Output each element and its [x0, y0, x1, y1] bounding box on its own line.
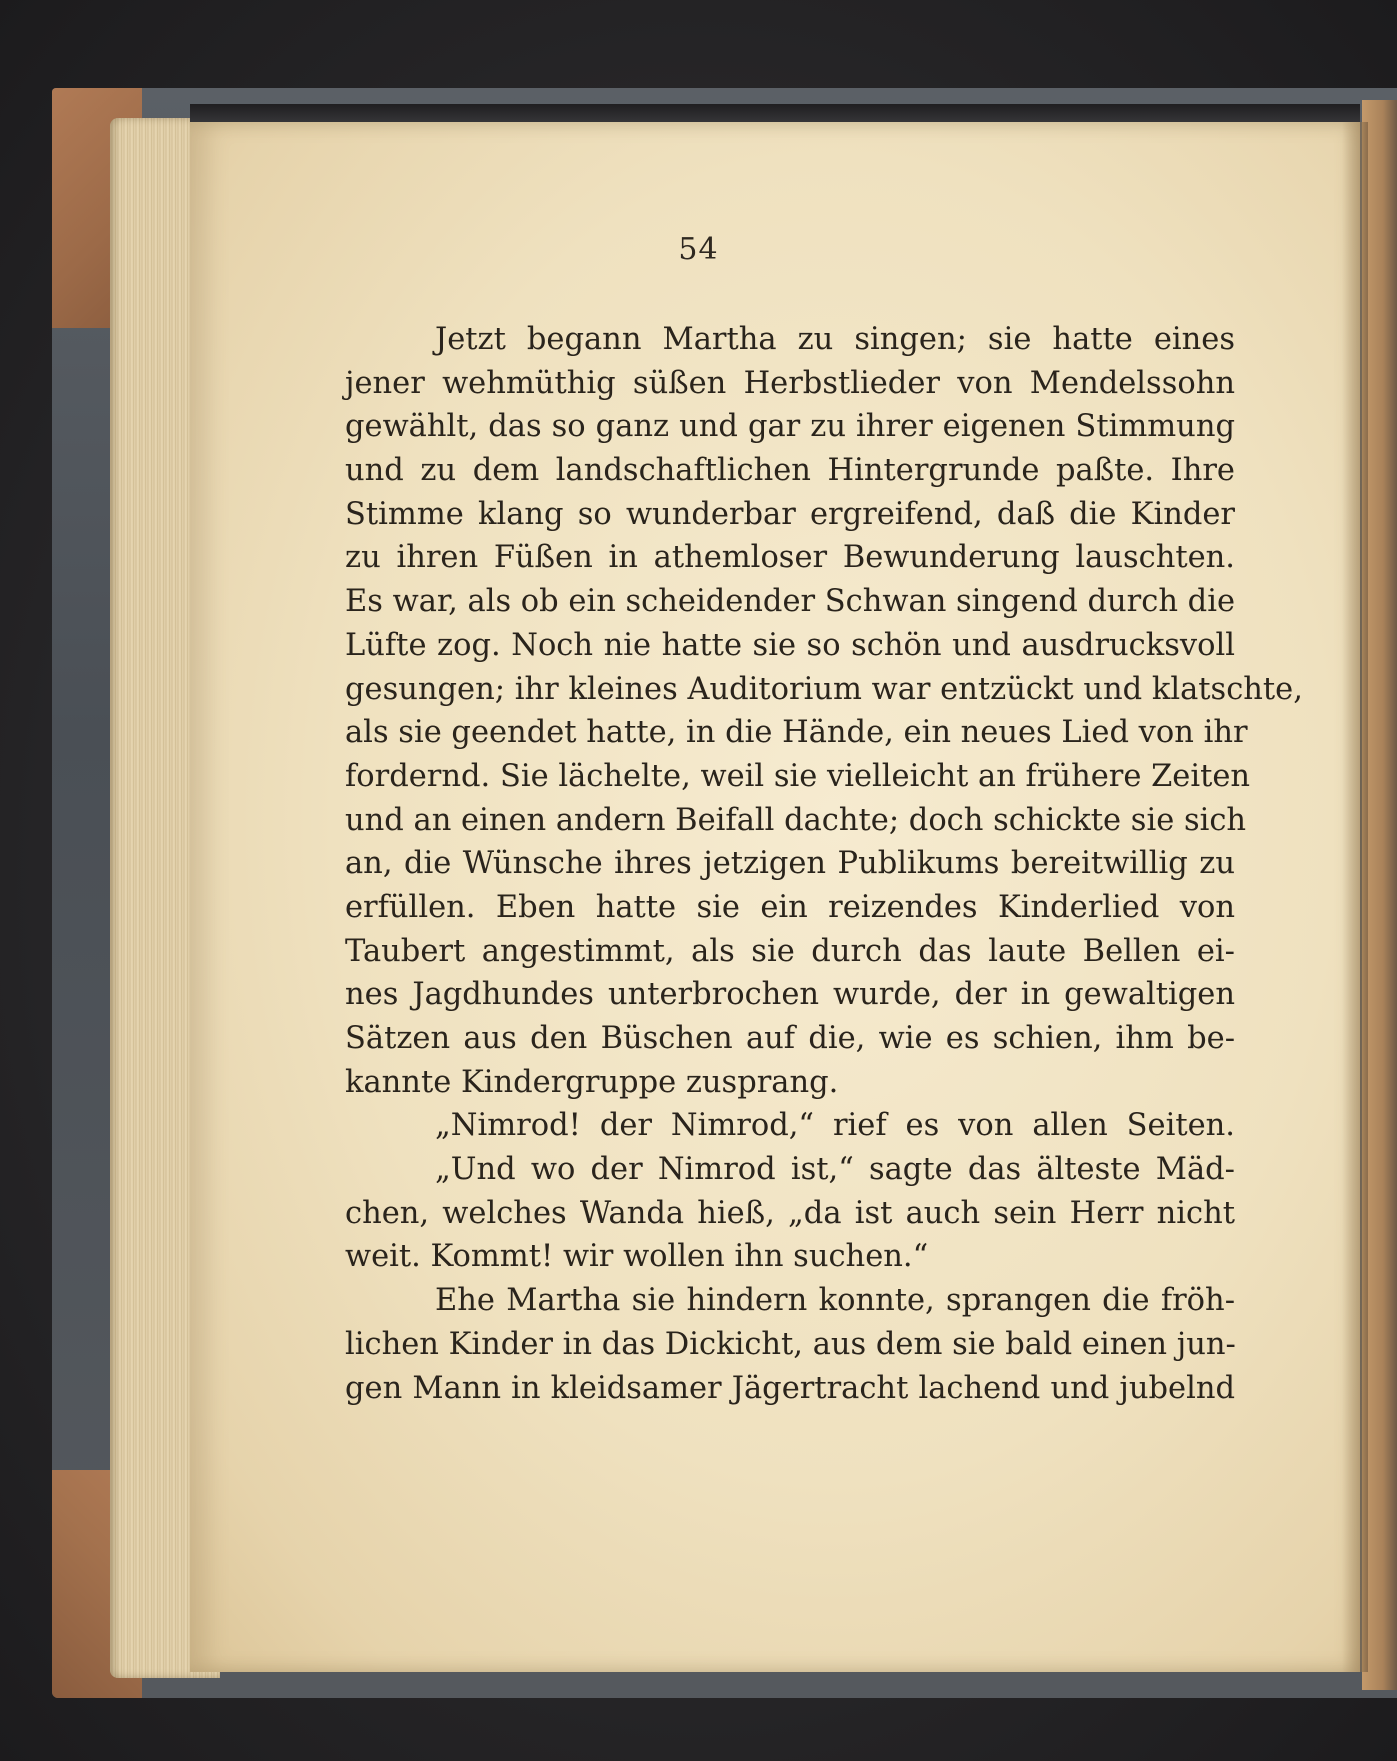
text-line: chen, welches Wanda hieß, „da ist auch sein Herr nicht	[345, 1195, 1235, 1231]
page-gutter	[1342, 122, 1368, 1672]
text-line: kannte Kindergruppe zusprang.	[345, 1064, 839, 1100]
text-line: Jetzt begann Martha zu singen; sie hatte eines	[435, 322, 1235, 357]
text-line: „Nimrod! der Nimrod,“ rief es von allen Seiten.	[435, 1108, 1235, 1144]
text-line: gesungen; ihr kleines Auditorium war entzückt und klatschte,	[345, 671, 1303, 707]
text-line: lichen Kinder in das Dickicht, aus dem sie bald einen jun-	[345, 1326, 1236, 1362]
text-line: gewählt, das so ganz und gar zu ihrer eigenen Stimmung	[345, 409, 1235, 445]
text-line: fordernd. Sie lächelte, weil sie vielleicht an frühere Zeiten	[345, 758, 1251, 794]
text-line: Sätzen aus den Büschen auf die, wie es schien, ihm be-	[345, 1021, 1235, 1056]
text-line: „Und wo der Nimrod ist,“ sagte das älteste Mäd-	[435, 1152, 1235, 1188]
text-line: nes Jagdhundes unterbrochen wurde, der in gewaltigen	[345, 977, 1235, 1013]
text-line: Ehe Martha sie hindern konnte, sprangen die fröh-	[435, 1283, 1235, 1319]
text-line: jener wehmüthig süßen Herbstlieder von Mendelssohn	[345, 365, 1235, 401]
page-text	[345, 318, 1303, 1410]
text-line: Stimme klang so wunderbar ergreifend, daß die Kinder	[345, 496, 1235, 532]
text-line: an, die Wünsche ihres jetzigen Publikums bereitwillig zu	[345, 846, 1235, 882]
page-number: 54	[678, 232, 719, 267]
text-line: weit. Kommt! wir wollen ihn suchen.“	[345, 1239, 929, 1275]
text-line: zu ihren Füßen in athemloser Bewunderung lauschten.	[345, 540, 1235, 576]
text-line: Taubert angestimmt, als sie durch das laute Bellen ei-	[345, 933, 1235, 969]
text-line: und zu dem landschaftlichen Hintergrunde paßte. Ihre	[345, 453, 1235, 489]
text-line: Es war, als ob ein scheidender Schwan singend durch die	[345, 584, 1236, 620]
text-line: als sie geendet hatte, in die Hände, ein neues Lied von ihr	[345, 715, 1248, 751]
text-line: Lüfte zog. Noch nie hatte sie so schön und ausdrucksvoll	[345, 627, 1235, 663]
text-line: erfüllen. Eben hatte sie ein reizendes Kinderlied von	[345, 889, 1235, 925]
text-line: gen Mann in kleidsamer Jägertracht lachend und jubelnd	[345, 1370, 1235, 1406]
text-line: und an einen andern Beifall dachte; doch schickte sie sich	[345, 802, 1247, 838]
